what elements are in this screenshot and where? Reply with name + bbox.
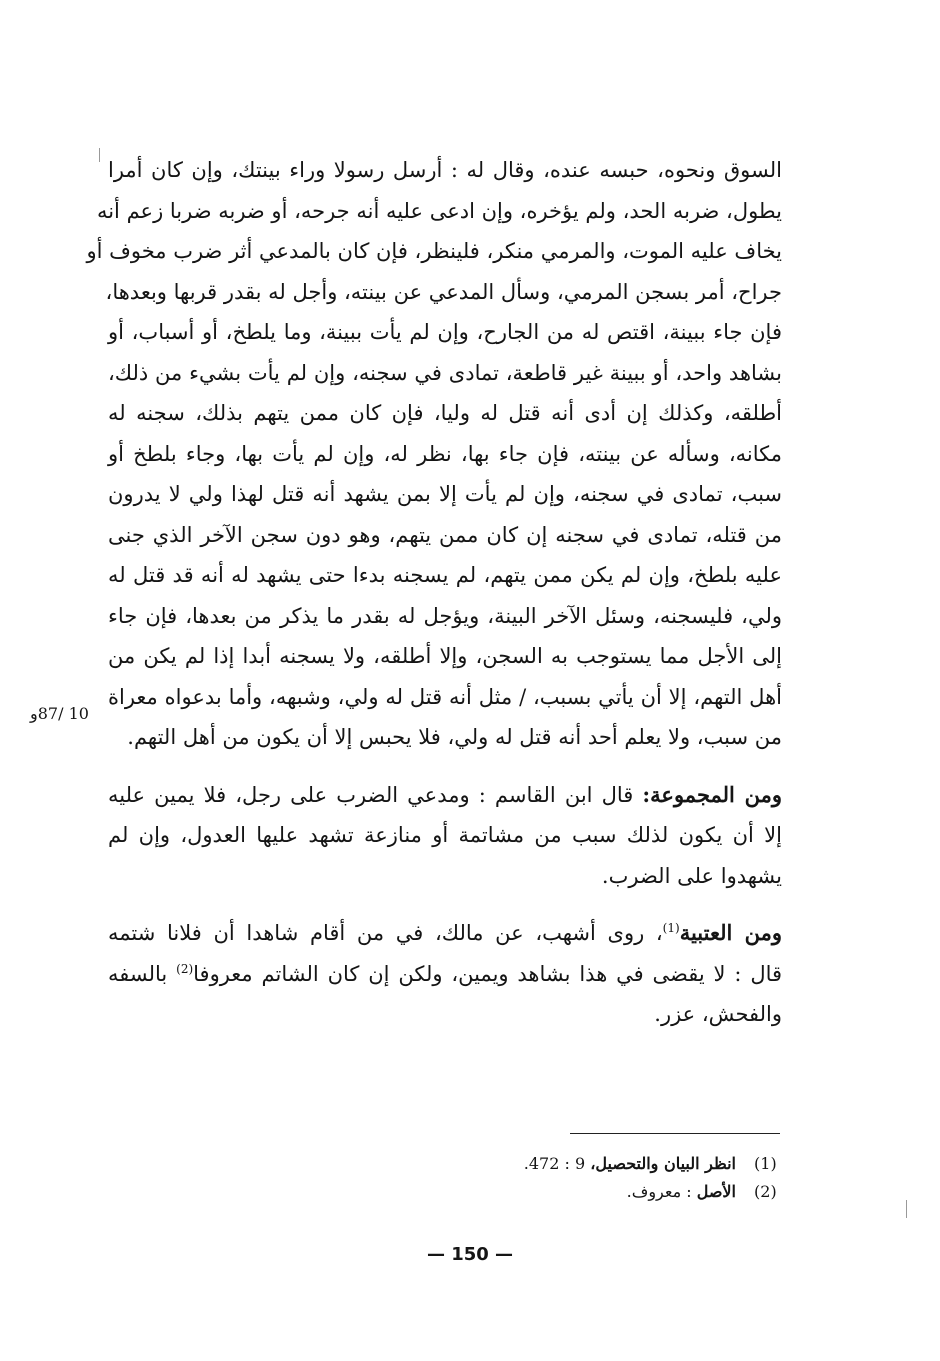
paragraph-2 [108,775,782,897]
text-line: من قتله، تمادى في سجنه إن كان ممن يتهم، وهو دون سجن الآخر الذي جنى [108,522,782,547]
text-line [108,913,782,954]
footnote-1 [524,1150,782,1178]
footnote-ref[interactable]: (1) [662,921,680,935]
text-line: يشهدوا على الضرب. [601,863,782,888]
text-line: إلا أن يكون لذلك سبب من مشاتمة أو منازعة تشهد عليها العدول، وإن لم [108,823,782,847]
footnote-source: انظر البيان والتحصيل، [590,1154,736,1173]
text-line: السوق ونحوه، حبسه عنده، وقال له : أرسل رسولا وراء بينتك، وإن كان أمرا [108,158,782,182]
text-line: يطول، ضربه الحد، ولم يؤخره، وإن ادعى عليه أنه جرحه، أو ضربه ضربا زعم أنه [96,198,782,223]
page-number: — 150 — [426,1244,514,1265]
main-text [86,150,783,1035]
text-line: يخاف عليه الموت، والمرمي منكر، فلينظر، فإن كان بالمدعي أثر ضرب مخوف أو [86,239,782,263]
footnote-ref[interactable]: (2) [176,961,194,976]
text-line: مكانه، وسأله عن بينته، فإن جاء بها، نظر له، وإن لم يأت بها، وجاء بلطخ أو [108,441,782,466]
paragraph-3 [108,913,782,1035]
footnote-divider [570,1133,780,1134]
footnotes [524,1150,782,1206]
source-title: ومن المجموعة: [642,781,782,807]
footnote-ref-detail: 9 : 472. [523,1154,591,1173]
text-line: جراح، أمر بسجن المرمي، وسأل المدعي عن بينته، وأجل له بقدر قربها وبعدها، [105,279,782,304]
footnote-2 [524,1178,782,1206]
paragraph-1 [86,150,782,758]
footnote-source: الأصل [696,1182,736,1201]
text-line: ولي، فليسجنه، وسئل الآخر البينة، ويؤجل له بقدر ما يذكر من بعدها، فإن جاء [108,603,782,628]
footnote-ref-detail: : معروف. [626,1182,697,1201]
text-line: بشاهد واحد، أو ببينة غير قاطعة، تمادى في سجنه، وإن لم يأت بشيء من ذلك، [108,360,782,385]
text-fragment: ، روى أشهب، عن مالك، في من أقام شاهدا أن فلانا شتمه [108,921,663,945]
source-title: ومن العتبية [679,920,782,945]
text-fragment: بالسفه [108,961,177,986]
manuscript-folio-note: 10 /87و [30,704,89,723]
text-line: عليه بلطخ، وإن لم يكن ممن يتهم، لم يسجنه بدءا حتى يشهد له أنه قد قتل له [108,563,782,587]
text-line [108,775,782,816]
text-fragment: قال : لا يقضى في هذا بشاهد ويمين، ولكن إن كان الشاتم معروفا [193,961,783,986]
text-line: فإن جاء ببينة، اقتص له من الجارح، وإن لم يأت ببينة، وما يلطخ، أو أسباب، أو [108,320,782,344]
text-line: من سبب، ولا يعلم أحد أنه قتل له ولي، فلا يحبس إلا أن يكون من أهل التهم. [127,725,782,749]
text-line: سبب، تمادى في سجنه، وإن لم يأت إلا بمن يشهد أنه قتل لهذا ولي لا يدرون [108,482,782,506]
text-line [108,954,782,995]
text-line: أهل التهم، إلا أن يأتي بسبب، / مثل أنه قتل له ولي، وشبهه، وأما بدعواه معراة [108,684,782,709]
footnote-number: (2) [754,1182,777,1201]
text-line: إلى الأجل مما يستوجب به السجن، وإلا أطلقه، ولا يسجنه أبدا إذا لم يكن من [108,644,782,668]
footnote-number: (1) [754,1154,777,1173]
text-fragment: قال ابن القاسم : ومدعي الضرب على رجل، فلا يمين عليه [108,782,643,807]
text-line: والفحش، عزر. [654,1002,782,1026]
scan-mark [99,148,100,162]
footnote-text [627,1178,736,1206]
scan-mark [906,1200,907,1218]
footnote-text [524,1150,736,1178]
text-line: أطلقه، وكذلك إن أدى أنه قتل له وليا، فإن كان ممن يتهم بذلك، سجنه له [108,401,782,425]
